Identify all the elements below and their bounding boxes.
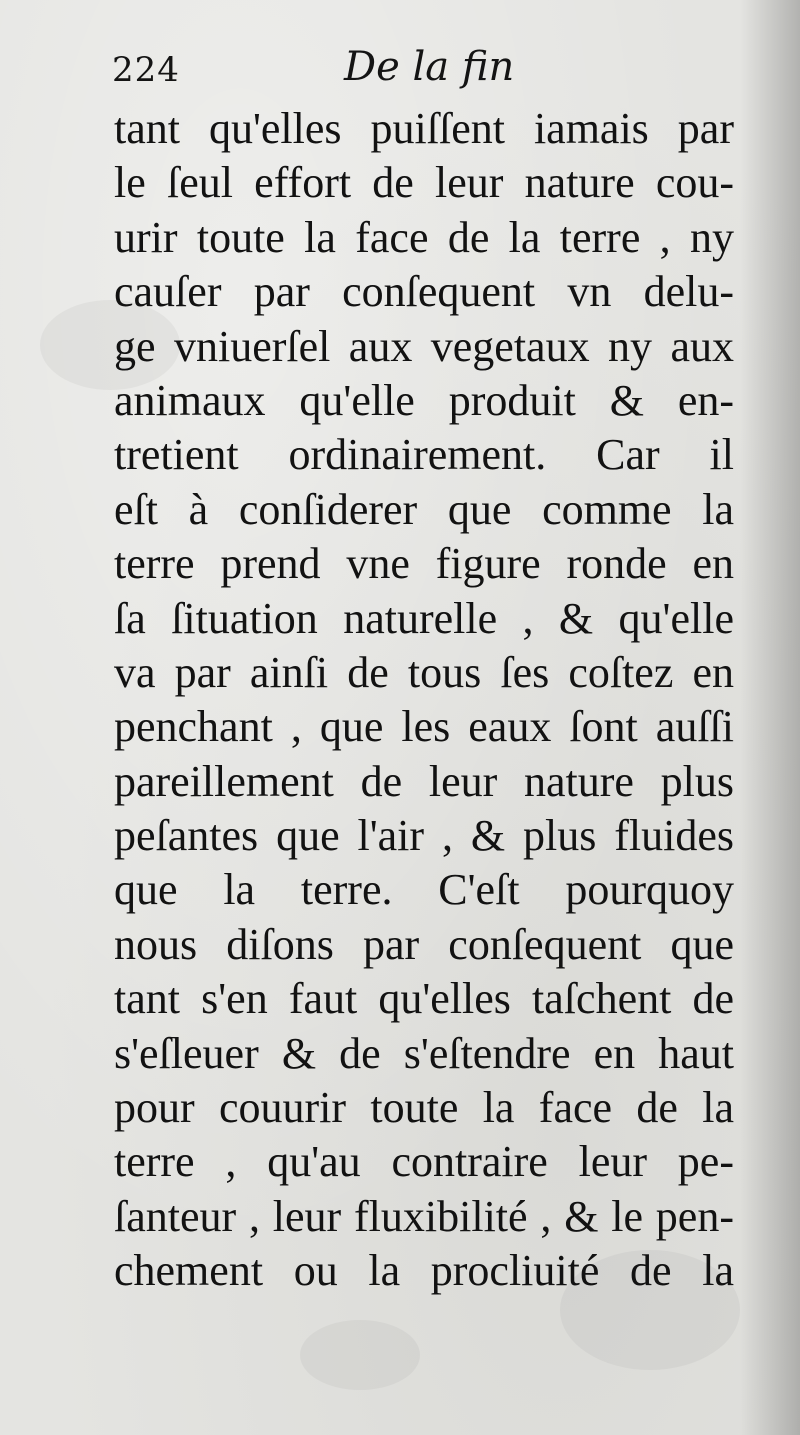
text-line: ſa ſituation naturelle , & qu'elle: [114, 593, 734, 643]
text-line: penchant , que les eaux ſont auſſi: [114, 702, 734, 752]
text-line: terre prend vne figure ronde en: [114, 539, 734, 589]
text-line: tant s'en faut qu'elles taſchent de: [114, 974, 734, 1024]
text-line: peſantes que l'air , & plus fluides: [114, 811, 734, 861]
text-line: nous diſons par conſequent que: [114, 919, 734, 969]
text-line: terre , qu'au contraire leur pe-: [114, 1137, 734, 1187]
text-line: tretient ordinairement. Car il: [114, 430, 734, 480]
paper-stain: [300, 1320, 420, 1390]
text-line: s'eſleuer & de s'eſtendre en haut: [114, 1028, 734, 1078]
text-line: eſt à conſiderer que comme la: [114, 484, 734, 534]
text-line: urir toute la face de la terre , ny: [114, 212, 734, 262]
text-line: pareillement de leur nature plus: [114, 756, 734, 806]
running-head: De la fin: [344, 44, 515, 90]
text-line: que la terre. C'eſt pourquoy: [114, 865, 734, 915]
text-line: ſanteur , leur fluxibilité , & le pen-: [114, 1191, 734, 1241]
text-line: cauſer par conſequent vn delu-: [114, 267, 734, 317]
body-text: [114, 102, 734, 1299]
text-line: chement ou la procliuité de la: [114, 1246, 734, 1296]
text-line: pour couurir toute la face de la: [114, 1083, 734, 1133]
text-line: animaux qu'elle produit & en-: [114, 375, 734, 425]
page-edge-shadow: [740, 0, 800, 1435]
text-line: va par ainſi de tous ſes coſtez en: [114, 647, 734, 697]
text-line: tant qu'elles puiſſent iamais par: [114, 104, 734, 153]
text-line: ge vniuerſel aux vegetaux ny aux: [114, 321, 734, 371]
text-line: le ſeul effort de leur nature cou-: [114, 158, 734, 208]
page-number: 224: [112, 50, 180, 90]
page-header: [112, 40, 732, 100]
